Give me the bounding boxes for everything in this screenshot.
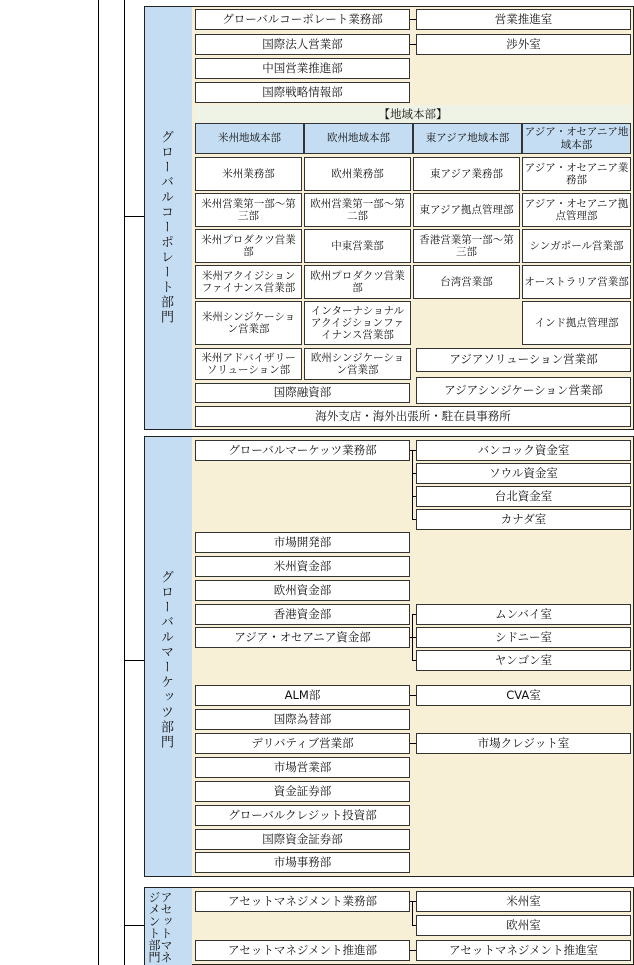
region-east-asia: 東アジア地域本部 xyxy=(413,123,522,154)
trunk-line xyxy=(124,0,125,965)
box-asia-syndication: アジアシンジケーション営業部 xyxy=(416,377,631,404)
grid-cell: インターナショナルアクイジションファイナンス営業部 xyxy=(304,301,411,345)
box-am-europe: 欧州室 xyxy=(416,915,631,936)
box-gm-business: グローバルマーケッツ業務部 xyxy=(195,440,410,461)
branch-asset xyxy=(124,925,144,926)
region-title: 【地域本部】 xyxy=(195,105,631,123)
box-alm: ALM部 xyxy=(195,685,410,706)
box-asia-solution: アジアソリューション営業部 xyxy=(416,348,631,372)
label-global-markets: グローバルマーケッツ部門 xyxy=(158,570,173,750)
box-market-credit: 市場クレジット室 xyxy=(416,733,631,754)
box-seoul: ソウル資金室 xyxy=(416,463,631,484)
box-am-americas: 米州室 xyxy=(416,891,631,912)
box-funds-securities: 資金証券部 xyxy=(195,781,410,802)
box-sydney: シドニー室 xyxy=(416,627,631,648)
grid-cell: 米州シンジケーション営業部 xyxy=(195,301,302,345)
grid-cell: 米州プロダクツ営業部 xyxy=(195,229,302,263)
box-intl-strategy: 国際戦略情報部 xyxy=(195,82,410,103)
box-overseas-branches: 海外支店・海外出張所・駐在員事務所 xyxy=(195,406,631,427)
grid-cell: 台湾営業部 xyxy=(413,265,520,299)
box-am-business: アセットマネジメント業務部 xyxy=(195,891,410,912)
grid-cell: 欧州プロダクツ営業部 xyxy=(304,265,411,299)
grid-cell: 米州業務部 xyxy=(195,157,302,191)
connector xyxy=(412,450,413,520)
grid-cell: 香港営業第一部～第三部 xyxy=(413,229,520,263)
box-taipei: 台北資金室 xyxy=(416,486,631,507)
box-am-promo-office: アセットマネジメント推進室 xyxy=(416,940,631,961)
box-china-sales: 中国営業推進部 xyxy=(195,58,410,79)
box-europe-funds: 欧州資金部 xyxy=(195,580,410,601)
box-gc-business: グローバルコーポレート業務部 xyxy=(195,9,410,30)
branch-markets xyxy=(124,660,144,661)
grid-cell: 米州営業第一部～第三部 xyxy=(195,193,302,227)
box-liaison-office: 渉外室 xyxy=(416,34,631,55)
connector xyxy=(410,44,416,45)
label-asset-mgmt: アセットマネジメント部門 xyxy=(147,891,173,963)
box-bangkok: バンコック資金室 xyxy=(416,440,631,461)
grid-cell: 欧州業務部 xyxy=(304,157,411,191)
box-canada: カナダ室 xyxy=(416,509,631,530)
grid-cell: シンガポール営業部 xyxy=(522,229,631,263)
box-americas-funds: 米州資金部 xyxy=(195,556,410,577)
box-hk-funds: 香港資金部 xyxy=(195,604,410,625)
connector xyxy=(410,19,416,20)
label-global-corporate: グローバルコーポレート部門 xyxy=(158,130,173,325)
box-intl-corp-sales: 国際法人営業部 xyxy=(195,34,410,55)
branch-corporate xyxy=(124,216,144,217)
grid-cell: 欧州営業第一部～第二部 xyxy=(304,193,411,227)
box-intl-finance: 国際融資部 xyxy=(195,383,410,403)
box-market-dev: 市場開発部 xyxy=(195,532,410,553)
box-market-sales: 市場営業部 xyxy=(195,757,410,778)
box-mumbai: ムンバイ室 xyxy=(416,604,631,625)
grid-cell: オーストラリア営業部 xyxy=(522,265,631,299)
box-derivatives: デリバティブ営業部 xyxy=(195,733,410,754)
region-asia-oceania: アジア・オセアニア地域本部 xyxy=(522,123,631,154)
box-global-credit-inv: グローバルクレジット投資部 xyxy=(195,805,410,826)
box-asia-oceania-funds: アジア・オセアニア資金部 xyxy=(195,627,410,648)
left-border-line xyxy=(98,0,99,965)
box-yangon: ヤンゴン室 xyxy=(416,650,631,671)
region-americas: 米州地域本部 xyxy=(195,123,304,154)
connector xyxy=(412,901,413,925)
box-intl-funds-securities: 国際資金証券部 xyxy=(195,829,410,850)
grid-cell: 米州アクイジションファイナンス営業部 xyxy=(195,265,302,299)
box-intl-fx: 国際為替部 xyxy=(195,709,410,730)
box-americas-advisory: 米州アドバイザリーソリューション部 xyxy=(195,348,302,380)
grid-cell: 中東営業部 xyxy=(304,229,411,263)
region-europe: 欧州地域本部 xyxy=(304,123,413,154)
box-am-promo: アセットマネジメント推進部 xyxy=(195,940,410,961)
grid-cell: 東アジア業務部 xyxy=(413,157,520,191)
box-europe-syndication: 欧州シンジケーション営業部 xyxy=(304,348,411,380)
grid-cell: アジア・オセアニア業務部 xyxy=(522,157,631,191)
box-market-admin: 市場事務部 xyxy=(195,852,410,873)
grid-cell: アジア・オセアニア拠点管理部 xyxy=(522,193,631,227)
box-cva: CVA室 xyxy=(416,685,631,706)
box-sales-promo-office: 営業推進室 xyxy=(416,9,631,30)
grid-cell: 東アジア拠点管理部 xyxy=(413,193,520,227)
grid-cell: インド拠点管理部 xyxy=(522,301,631,345)
